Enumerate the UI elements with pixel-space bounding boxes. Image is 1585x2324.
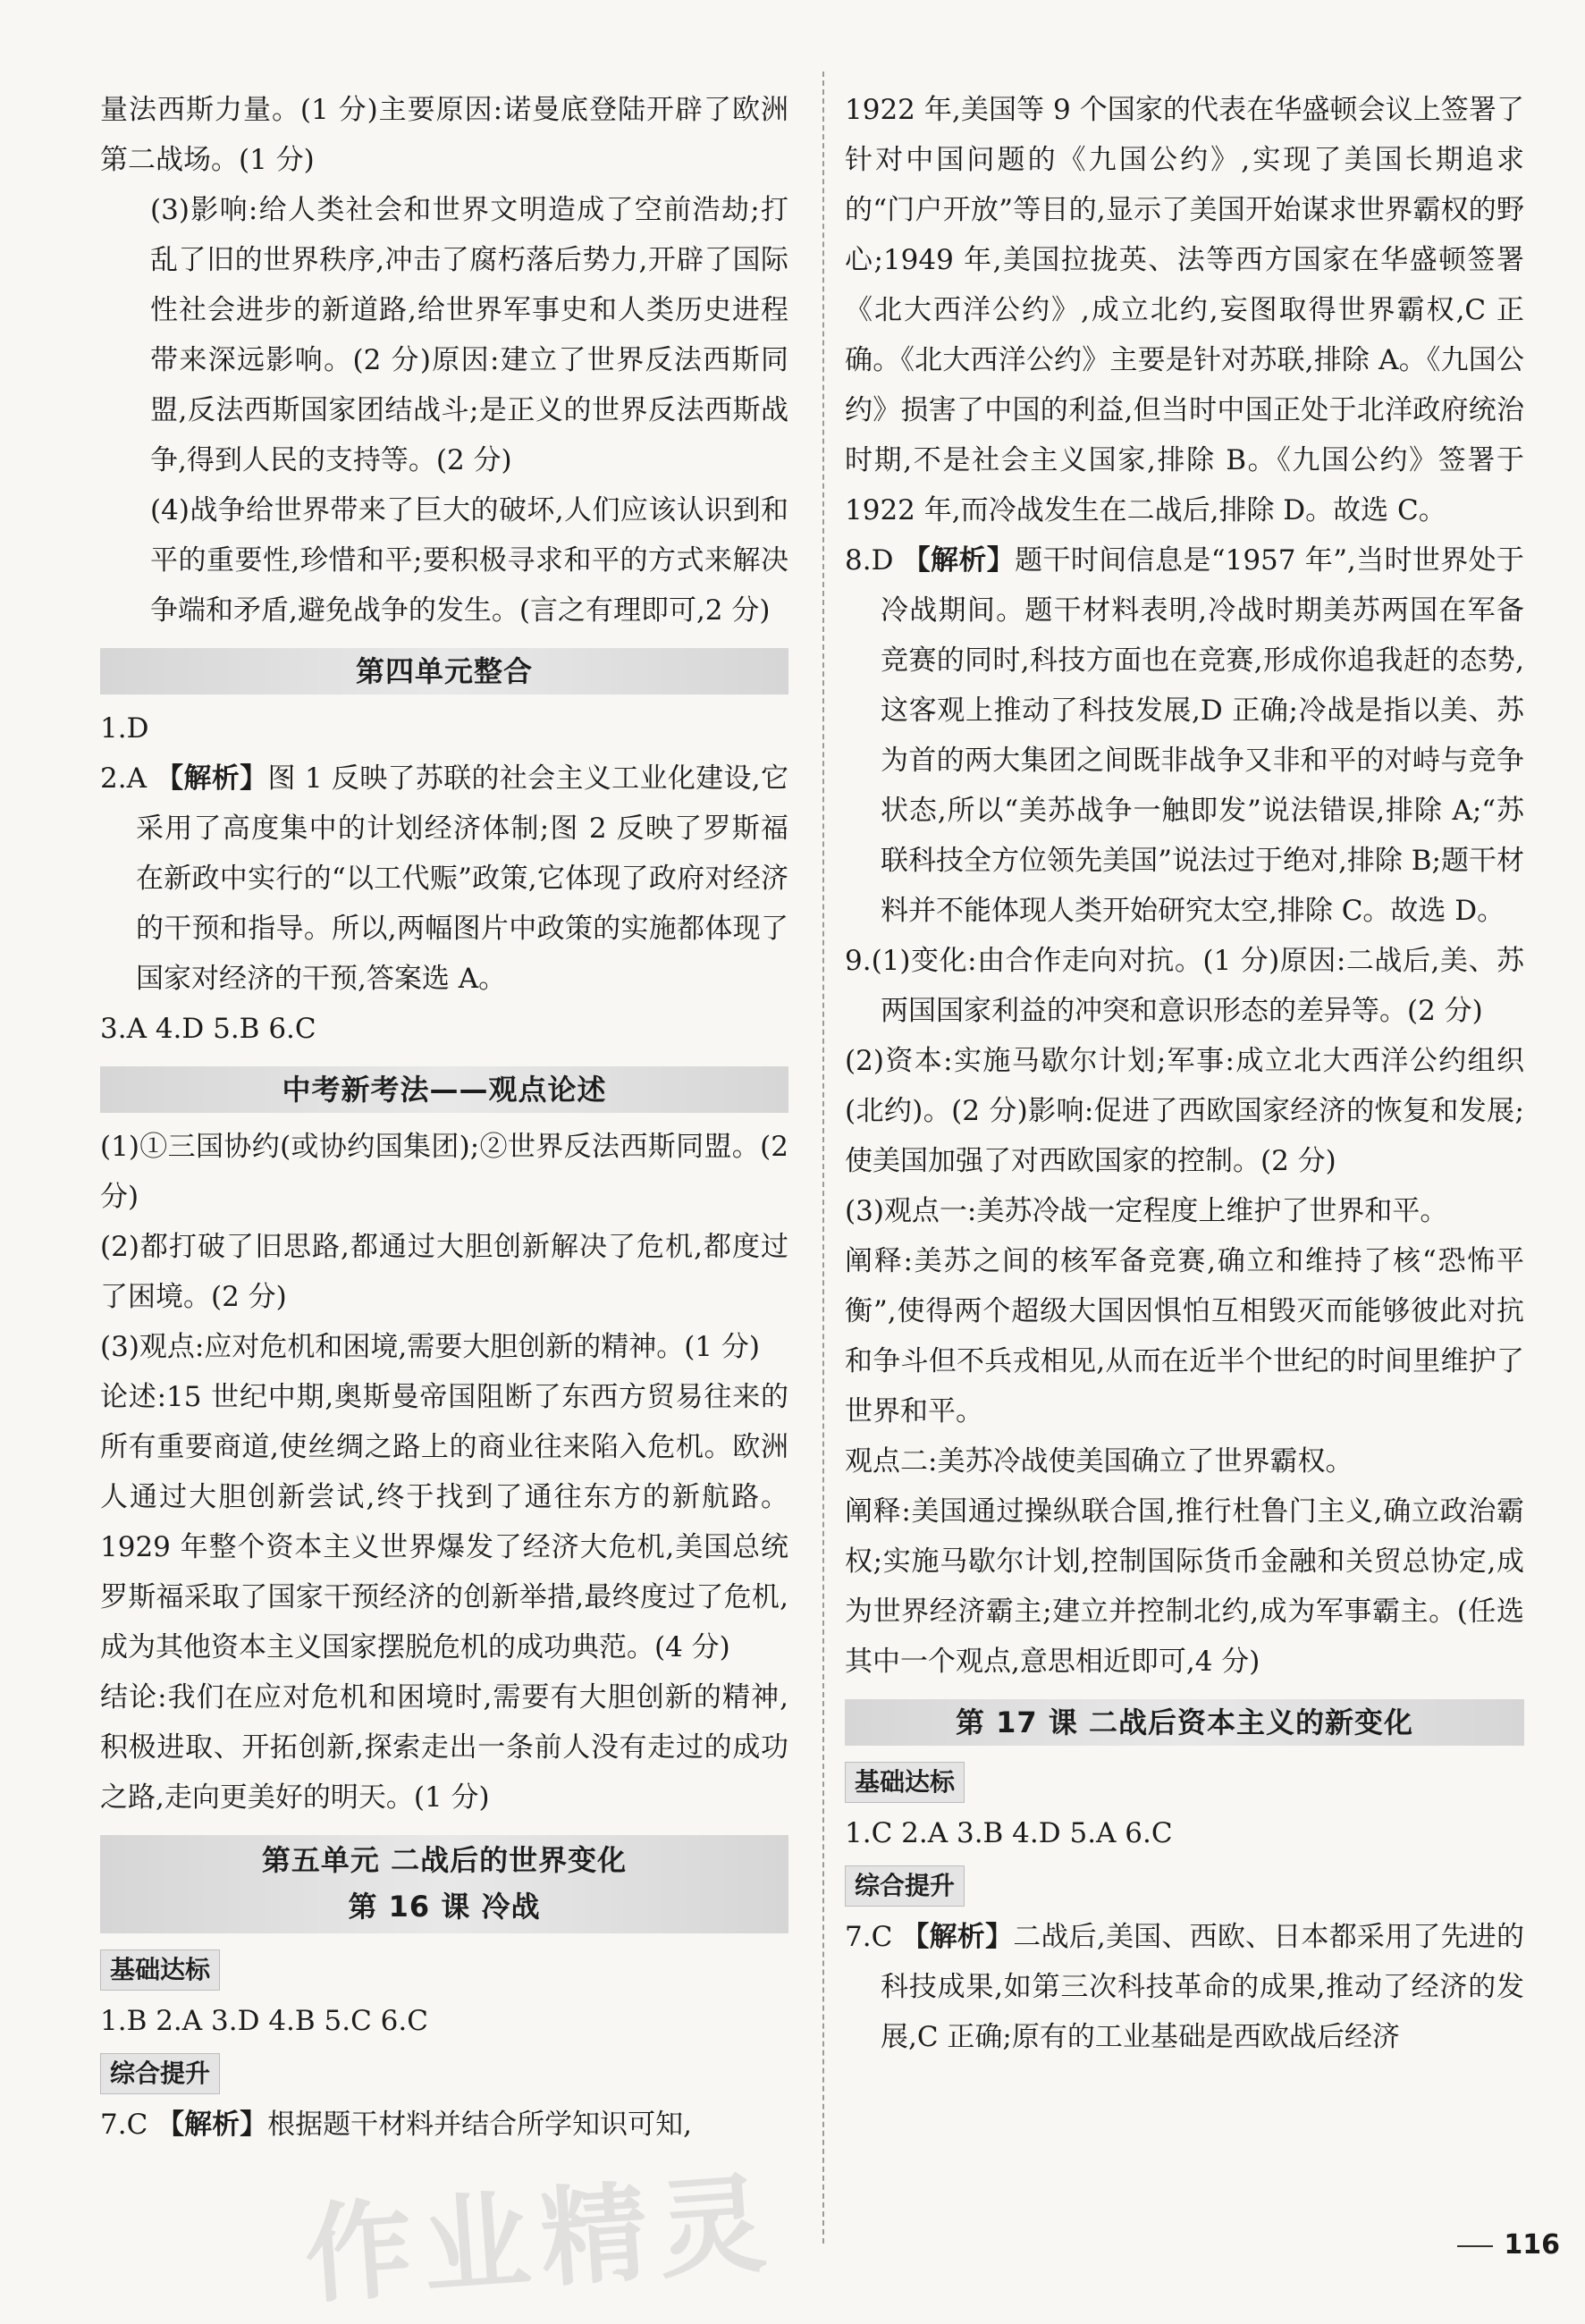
answer-paragraph: 阐释:美苏之间的核军备竞赛,确立和维持了核“恐怖平衡”,使得两个超级大国因惧怕互相毁灭而能够彼此对抗和争斗但不兵戎相见,从而在近半个世纪的时间里维护了世界和平。 [845,1245,1524,1427]
section-heading-unit4: 第四单元整合 [100,648,788,695]
page-number-value: 116 [1504,2229,1560,2261]
answer-item: 3.A 4.D 5.B 6.C [100,1013,316,1045]
page-number [1457,2229,1560,2261]
answer-number: 7.C [845,1921,893,1953]
basic-tag: 基础达标 [100,1949,220,1991]
answer-paragraph: (4)战争给世界带来了巨大的破坏,人们应该认识到和平的重要性,珍惜和平;要积极寻求和平的方式来解决争端和矛盾,避免战争的发生。(言之有理即可,2 分) [150,494,788,627]
analysis-label: 【解析】 [902,544,1016,577]
answer-number: 7.C [100,2109,148,2141]
answer-item: 1.C 2.A 3.B 4.D 5.A 6.C [845,1817,1173,1849]
basic-tag: 基础达标 [845,1762,965,1803]
section-heading-new-exam: 中考新考法——观点论述 [100,1066,788,1113]
section-heading-lesson17: 第 17 课 二战后资本主义的新变化 [845,1699,1524,1746]
unit5-title: 第五单元 二战后的世界变化 [261,1843,628,1877]
answer-item: 9.(1)变化:由合作走向对抗。(1 分)原因:二战后,美、苏两国国家利益的冲突和意识形态的差异等。(2 分) [845,945,1524,1027]
page-number-dash [1457,2245,1493,2247]
analysis-label: 【解析】 [156,762,268,795]
left-column [100,85,788,2150]
section-heading-unit5 [100,1835,788,1933]
answer-paragraph: (3)观点一:美苏冷战一定程度上维护了世界和平。 [845,1195,1448,1227]
answer-paragraph: (2)都打破了旧思路,都通过大胆创新解决了危机,都度过了困境。(2 分) [100,1231,788,1313]
watermark: 作业精灵 [300,2161,780,2320]
answer-paragraph: 1922 年,美国等 9 个国家的代表在华盛顿会议上签署了针对中国问题的《九国公约》,实现了美国长期追求的“门户开放”等目的,显示了美国开始谋求世界霸权的野心;1949 年,美国拉拢英、法等西方国家在华盛顿签署《北大西洋公约》,成立北约,妄图取得世界霸权,C 正确。《北大西洋公约》主要是针对苏联,排除 A。《九国公约》损害了中国的利益,但当时中国正处于北洋政府统治时期,不是社会主义国家,排除 B。《九国公约》签署于 1922 年,而冷战发生在二战后,排除 D。故选 C。 [845,94,1524,526]
answer-number: 2.A [100,762,147,795]
answer-item [100,754,788,1004]
answer-paragraph: 观点二:美苏冷战使美国确立了世界霸权。 [845,1445,1353,1478]
answer-item [845,1912,1524,2062]
answer-paragraph: 论述:15 世纪中期,奥斯曼帝国阻断了东西方贸易往来的所有重要商道,使丝绸之路上的商业往来陷入危机。欧洲人通过大胆创新尝试,终于找到了通往东方的新航路。1929 年整个资本主义世界爆发了经济大危机,美国总统罗斯福采取了国家干预经济的创新举措,最终度过了危机,成为其他资本主义国家摆脱危机的成功典范。(4 分) [100,1381,788,1663]
analysis-label: 【解析】 [156,2109,268,2141]
answer-item [100,2100,788,2150]
answer-number: 8.D [845,544,894,577]
answer-paragraph: (1)①三国协约(或协约国集团);②世界反法西斯同盟。(2 分) [100,1131,788,1213]
answer-item: 1.B 2.A 3.D 4.B 5.C 6.C [100,2005,428,2037]
answer-paragraph: (2)资本:实施马歇尔计划;军事:成立北大西洋公约组织(北约)。(2 分)影响:促进了西欧国家经济的恢复和发展;使美国加强了对西欧国家的控制。(2 分) [845,1045,1524,1177]
analysis-text: 二战后,美国、西欧、日本都采用了先进的科技成果,如第三次科技革命的成果,推动了经济的发展,C 正确;原有的工业基础是西欧战后经济 [881,1921,1525,2053]
answer-paragraph: (3)观点:应对危机和困境,需要大胆创新的精神。(1 分) [100,1331,760,1363]
analysis-text: 题干时间信息是“1957 年”,当时世界处于冷战期间。题干材料表明,冷战时期美苏两国在军备竞赛的同时,科技方面也在竞赛,形成你追我赶的态势,这客观上推动了科技发展,D 正确;冷战是指以美、苏为首的两大集团之间既非战争又非和平的对峙与竞争状态,所以“美苏战争一触即发”说法错误,排除 A;“苏联科技全方位领先美国”说法过于绝对,排除 B;题干材料并不能体现人类开始研究太空,排除 C。故选 D。 [881,544,1525,927]
column-divider [822,72,824,2244]
right-column [845,85,1524,2062]
analysis-text: 图 1 反映了苏联的社会主义工业化建设,它采用了高度集中的计划经济体制;图 2 反映了罗斯福在新政中实行的“以工代赈”政策,它体现了政府对经济的干预和指导。所以,两幅图片中政策的实施都体现了国家对经济的干预,答案选 A。 [136,762,788,995]
answer-paragraph: 阐释:美国通过操纵联合国,推行杜鲁门主义,确立政治霸权;实施马歇尔计划,控制国际货币金融和关贸总协定,成为世界经济霸主;建立并控制北约,成为军事霸主。(任选其中一个观点,意思相近即可,4 分) [845,1495,1524,1678]
comprehensive-tag: 综合提升 [100,2053,220,2094]
lesson16-title: 第 16 课 冷战 [348,1890,541,1924]
answer-item: 1.D [100,712,149,745]
analysis-label: 【解析】 [901,1921,1014,1953]
comprehensive-tag: 综合提升 [845,1865,965,1907]
analysis-text: 根据题干材料并结合所学知识可知, [267,2109,693,2141]
answer-paragraph: 结论:我们在应对危机和困境时,需要有大胆创新的精神,积极进取、开拓创新,探索走出一条前人没有走过的成功之路,走向更美好的明天。(1 分) [100,1681,788,1814]
answer-paragraph: 量法西斯力量。(1 分)主要原因:诺曼底登陆开辟了欧洲第二战场。(1 分) [100,94,788,176]
answer-paragraph: (3)影响:给人类社会和世界文明造成了空前浩劫;打乱了旧的世界秩序,冲击了腐朽落后势力,开辟了国际性社会进步的新道路,给世界军事史和人类历史进程带来深远影响。(2 分)原因:建立了世界反法西斯同盟,反法西斯国家团结战斗;是正义的世界反法西斯战争,得到人民的支持等。(2 分) [150,194,788,476]
answer-item [845,535,1524,936]
